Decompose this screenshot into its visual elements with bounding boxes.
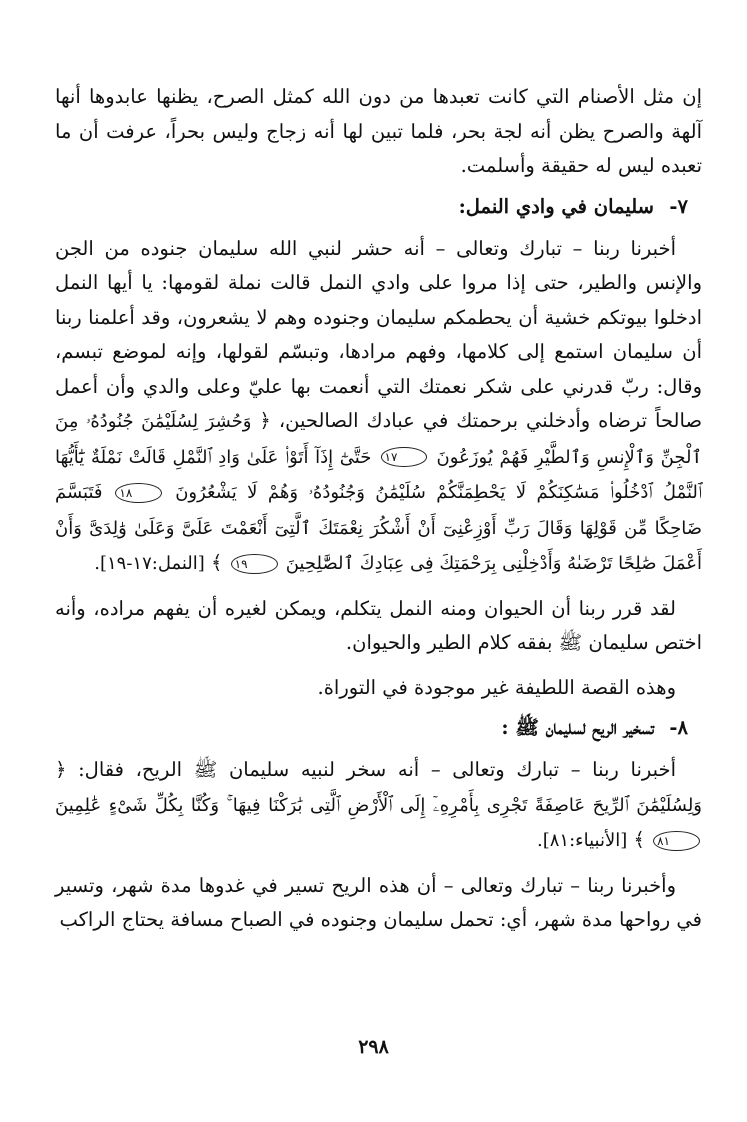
quran-open-bracket: ﴿ <box>259 409 271 432</box>
paragraph-animal-speech: لقد قرر ربنا أن الحيوان ومنه النمل يتكلم، ويمكن لغيره أن يفهم مراده، وأنه اختص سليمان ﷺ بفقه كلام الطير والحيوان. <box>55 596 702 654</box>
quran-verse-naml-19: فَتَبَسَّمَ ضَاحِكًا مِّن قَوْلِهَا وَقَالَ رَبِّ أَوْزِعْنِىٓ أَنْ أَشْكُرَ نِعْمَتَكَ ٱلَّتِىٓ أَنْعَمْتَ عَلَىَّ وَعَلَىٰ وَٰلِدَىَّ وَأَنْ أَعْمَلَ صَٰلِحًا تَرْضَىٰهُ وَأَدْخِلْنِى بِرَحْمَتِكَ فِى عِبَادِكَ ٱلصَّٰلِحِينَ <box>55 482 702 574</box>
paragraph-idols-analogy: إن مثل الأصنام التي كانت تعبدها من دون الله كمثل الصرح، يظنها عابدوها أنها آلهة والصرح يظن أنه لجة بحر، فلما تبين لها أنه زجاج وليس بحراً، عرفت أن ما تعبده ليس له حقيقة وأسلمت. <box>55 85 702 177</box>
quran-verse-anbiya-81: وَلِسُلَيْمَٰنَ ٱلرِّيحَ عَاصِفَةً تَجْرِى بِأَمْرِهِۦٓ إِلَى ٱلْأَرْضِ ٱلَّتِى بَٰرَكْنَا فِيهَا ۚ وَكُنَّا بِكُلِّ شَىْءٍ عَٰلِمِينَ <box>55 794 702 816</box>
quran-verse-naml-17: وَحُشِرَ لِسُلَيْمَٰنَ جُنُودُهُۥ مِنَ ٱلْجِنِّ وَٱلْإِنسِ وَٱلطَّيْرِ فَهُمْ يُوزَعُونَ <box>55 411 702 468</box>
paragraph-valley-of-ants <box>55 232 702 582</box>
paragraph-text: أخبرنا ربنا – تبارك وتعالى – أنه حشر لنبي الله سليمان جنوده من الجن والإنس والطير، حتى إذا مروا على وادي النمل قالت نملة لقومها: يا أيها النمل ادخلوا بيوتكم خشية أن يحطمكم سليمان وجنوده وهم لا يشعرون، وقد أعلمنا ربنا أن سليمان استمع إلى كلامها، وفهم مرادها، وتبسّم لقولها، وإنه لموضع تبسم، وقال: ربّ قدرني على شكر نعمتك التي أنعمت بها عليّ وعلى والدي وأن أعمل صالحاً ترضاه وأدخلني برحمتك في عبادك الصالحين، <box>55 236 703 432</box>
quran-reference: [النمل:١٧-١٩]. <box>94 553 205 574</box>
page-body <box>55 80 702 944</box>
section-title-7: سليمان في وادي النمل: <box>458 194 654 218</box>
paragraph-wind-journey: وأخبرنا ربنا – تبارك وتعالى – أن هذه الريح تسير في غدوها مدة شهر، وتسير في رواحها مدة شهر، أي: تحمل سليمان وجنوده في الصباح مسافة يحتاج الراكب <box>55 873 702 931</box>
section-title-8: تسخير الريح لسليمان ﷺ : <box>501 716 654 739</box>
ayah-number-marker: ٨١ <box>653 831 700 851</box>
ayah-number-marker: ١٨ <box>115 483 162 503</box>
quran-open-bracket: ﴿ <box>55 758 67 781</box>
ayah-number-marker: ١٧ <box>381 447 428 467</box>
quran-reference: [الأنبياء:٨١]. <box>536 830 628 851</box>
section-heading-8 <box>55 711 702 745</box>
paragraph-wind-subjugation <box>55 753 702 859</box>
quran-close-bracket: ﴾ <box>211 551 223 574</box>
ayah-number-marker: ١٩ <box>231 554 278 574</box>
paragraph-text: أخبرنا ربنا – تبارك وتعالى – أنه سخر لنبيه سليمان ﷺ الريح، فقال: <box>78 758 676 781</box>
paragraph-torah-note: وهذه القصة اللطيفة غير موجودة في التوراة. <box>317 675 676 699</box>
page-number: ٢٩٨ <box>358 1036 389 1058</box>
quran-close-bracket: ﴾ <box>633 828 645 851</box>
section-number-8: ٨- <box>669 716 688 739</box>
section-number-7: ٧- <box>669 194 688 218</box>
quran-verse-naml-18: حَتَّىٰٓ إِذَآ أَتَوْا۟ عَلَىٰ وَادِ ٱلنَّمْلِ قَالَتْ نَمْلَةٌ يَٰٓأَيُّهَا ٱلنَّمْلُ ٱدْخُلُوا۟ مَسَٰكِنَكُمْ لَا يَحْطِمَنَّكُمْ سُلَيْمَٰنُ وَجُنُودُهُۥ وَهُمْ لَا يَشْعُرُونَ <box>55 446 703 503</box>
section-heading-7 <box>55 190 702 224</box>
